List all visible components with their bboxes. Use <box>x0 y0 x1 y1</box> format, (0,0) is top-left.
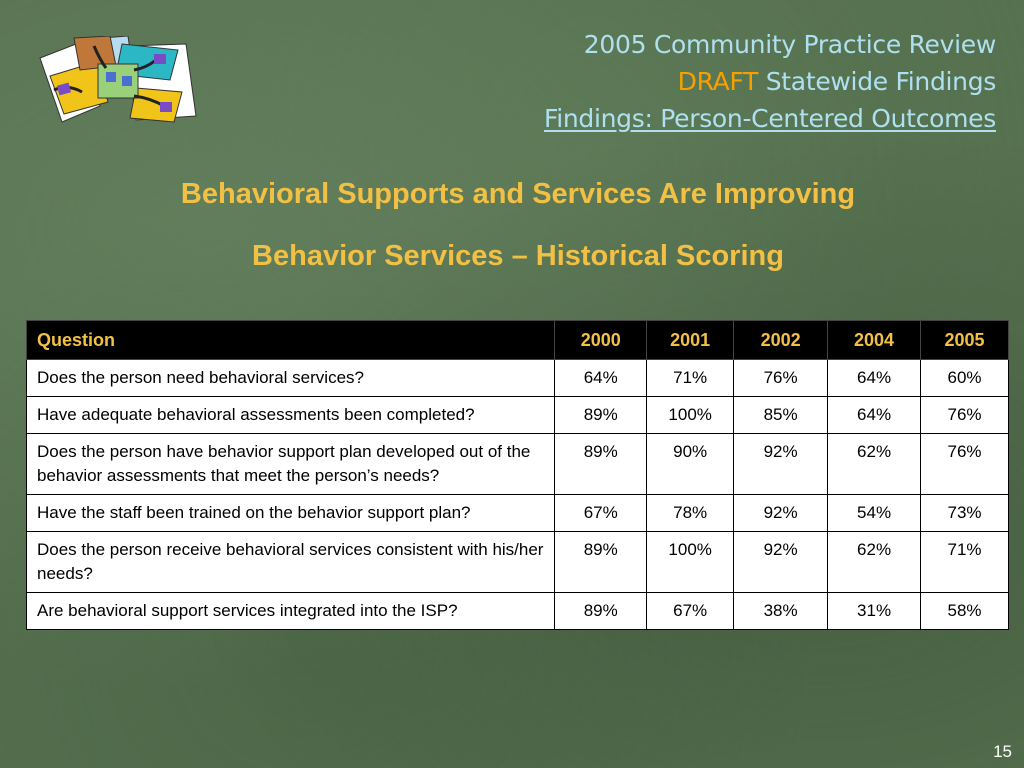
score-cell: 89% <box>555 397 647 434</box>
score-cell: 62% <box>828 532 921 593</box>
score-cell: 64% <box>828 360 921 397</box>
table-row <box>27 434 1009 495</box>
question-cell: Have adequate behavioral assessments been completed? <box>27 397 555 434</box>
table-row <box>27 593 1009 630</box>
score-cell: 85% <box>734 397 828 434</box>
column-header-2005: 2005 <box>921 321 1009 360</box>
score-cell: 67% <box>555 495 647 532</box>
table-row <box>27 495 1009 532</box>
score-cell: 64% <box>828 397 921 434</box>
table-row <box>27 360 1009 397</box>
historical-scoring-table <box>26 320 1009 630</box>
score-cell: 73% <box>921 495 1009 532</box>
header-line-2 <box>544 63 996 100</box>
score-cell: 54% <box>828 495 921 532</box>
score-cell: 89% <box>555 593 647 630</box>
score-cell: 92% <box>734 532 828 593</box>
score-cell: 76% <box>734 360 828 397</box>
header-line-2-rest: Statewide Findings <box>758 67 996 96</box>
column-header-2004: 2004 <box>828 321 921 360</box>
score-cell: 31% <box>828 593 921 630</box>
question-cell: Have the staff been trained on the behavior support plan? <box>27 495 555 532</box>
column-header-2000: 2000 <box>555 321 647 360</box>
score-cell: 38% <box>734 593 828 630</box>
column-header-question: Question <box>27 321 555 360</box>
score-cell: 64% <box>555 360 647 397</box>
page-number: 15 <box>993 742 1012 761</box>
slide-header <box>544 26 996 137</box>
score-cell: 100% <box>647 397 734 434</box>
score-cell: 92% <box>734 434 828 495</box>
score-cell: 89% <box>555 532 647 593</box>
draft-label: DRAFT <box>677 67 759 96</box>
column-header-2001: 2001 <box>647 321 734 360</box>
score-cell: 67% <box>647 593 734 630</box>
header-line-1: 2005 Community Practice Review <box>583 30 996 59</box>
question-cell: Are behavioral support services integrated into the ISP? <box>27 593 555 630</box>
score-cell: 71% <box>921 532 1009 593</box>
question-cell: Does the person receive behavioral services consistent with his/her needs? <box>27 532 555 593</box>
score-cell: 100% <box>647 532 734 593</box>
score-cell: 92% <box>734 495 828 532</box>
column-header-2002: 2002 <box>734 321 828 360</box>
table-row <box>27 397 1009 434</box>
teamwork-puzzle-logo <box>36 36 201 126</box>
question-cell: Does the person need behavioral services? <box>27 360 555 397</box>
question-cell: Does the person have behavior support plan developed out of the behavior assessments that meet the person’s needs? <box>27 434 555 495</box>
score-cell: 90% <box>647 434 734 495</box>
header-line-3: Findings: Person-Centered Outcomes <box>543 104 996 133</box>
table-row <box>27 532 1009 593</box>
score-cell: 78% <box>647 495 734 532</box>
table-header-row <box>27 321 1009 360</box>
slide-subtitle: Behavior Services – Historical Scoring <box>252 240 784 272</box>
score-cell: 58% <box>921 593 1009 630</box>
slide-title: Behavioral Supports and Services Are Improving <box>180 178 856 210</box>
score-cell: 71% <box>647 360 734 397</box>
score-cell: 89% <box>555 434 647 495</box>
score-cell: 76% <box>921 434 1009 495</box>
score-cell: 76% <box>921 397 1009 434</box>
score-cell: 60% <box>921 360 1009 397</box>
score-cell: 62% <box>828 434 921 495</box>
